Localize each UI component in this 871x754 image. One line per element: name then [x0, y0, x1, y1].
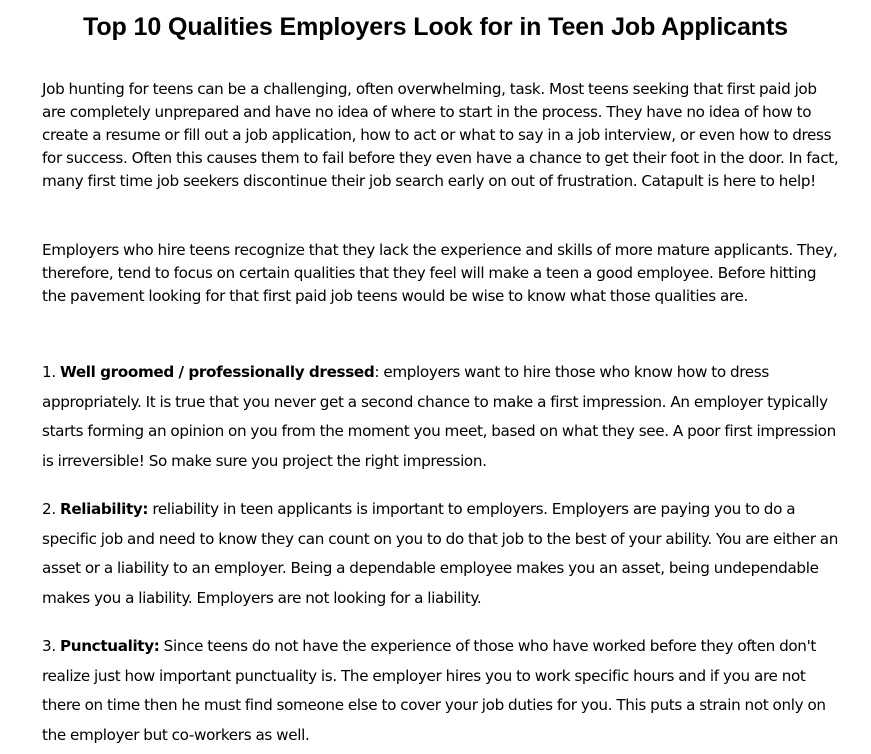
quality-text: Since teens do not have the experience of those who have worked before they often don't realize just how important punctuality is. The employer hires you to work specific hours and if you are not there on time then he must find someone else to cover your job duties for you. This puts a strain not only on the employer but co-workers as well. — [42, 637, 826, 744]
quality-item-punctuality — [42, 632, 842, 750]
quality-text: : employers want to hire those who know how to dress appropriately. It is true that you never get a second chance to make a first impression. An employer typically starts forming an opinion on you from the moment you meet, based on what they see. A poor first impression is irreversible! So make sure you project the right impression. — [42, 363, 836, 470]
quality-text: reliability in teen applicants is important to employers. Employers are paying you to do a specific job and need to know they can count on you to do that job to the best of your ability. You are either an asset or a liability to an employer. Being a dependable employee makes you an asset, being undependable makes you a liability. Employers are not looking for a liability. — [42, 500, 839, 607]
quality-number: 1. — [42, 363, 60, 381]
quality-item-reliability — [42, 495, 842, 613]
page-title: Top 10 Qualities Employers Look for in Teen Job Applicants — [83, 13, 788, 41]
quality-label: Well groomed / professionally dressed — [59, 363, 375, 381]
intro-paragraph: Employers who hire teens recognize that they lack the experience and skills of more mature applicants. They, therefore, tend to focus on certain qualities that they feel will make a teen a good employee. Before hitting the pavement looking for that first paid job teens would be wise to know what those qualities are. — [42, 241, 838, 305]
quality-number: 2. — [42, 500, 60, 518]
quality-label: Reliability: — [59, 500, 149, 518]
intro-paragraph: Job hunting for teens can be a challenging, often overwhelming, task. Most teens seeking that first paid job are completely unprepared and have no idea of where to start in the process. They have no idea of how to create a resume or fill out a job application, how to act or what to say in a job interview, or even how to dress for success. Often this causes them to fail before they even have a chance to get their foot in the door. In fact, many first time job seekers discontinue their job search early on out of frustration. Catapult is here to help! — [42, 80, 839, 190]
quality-label: Punctuality: — [59, 637, 160, 655]
quality-item-well-groomed — [42, 358, 842, 476]
quality-number: 3. — [42, 637, 60, 655]
